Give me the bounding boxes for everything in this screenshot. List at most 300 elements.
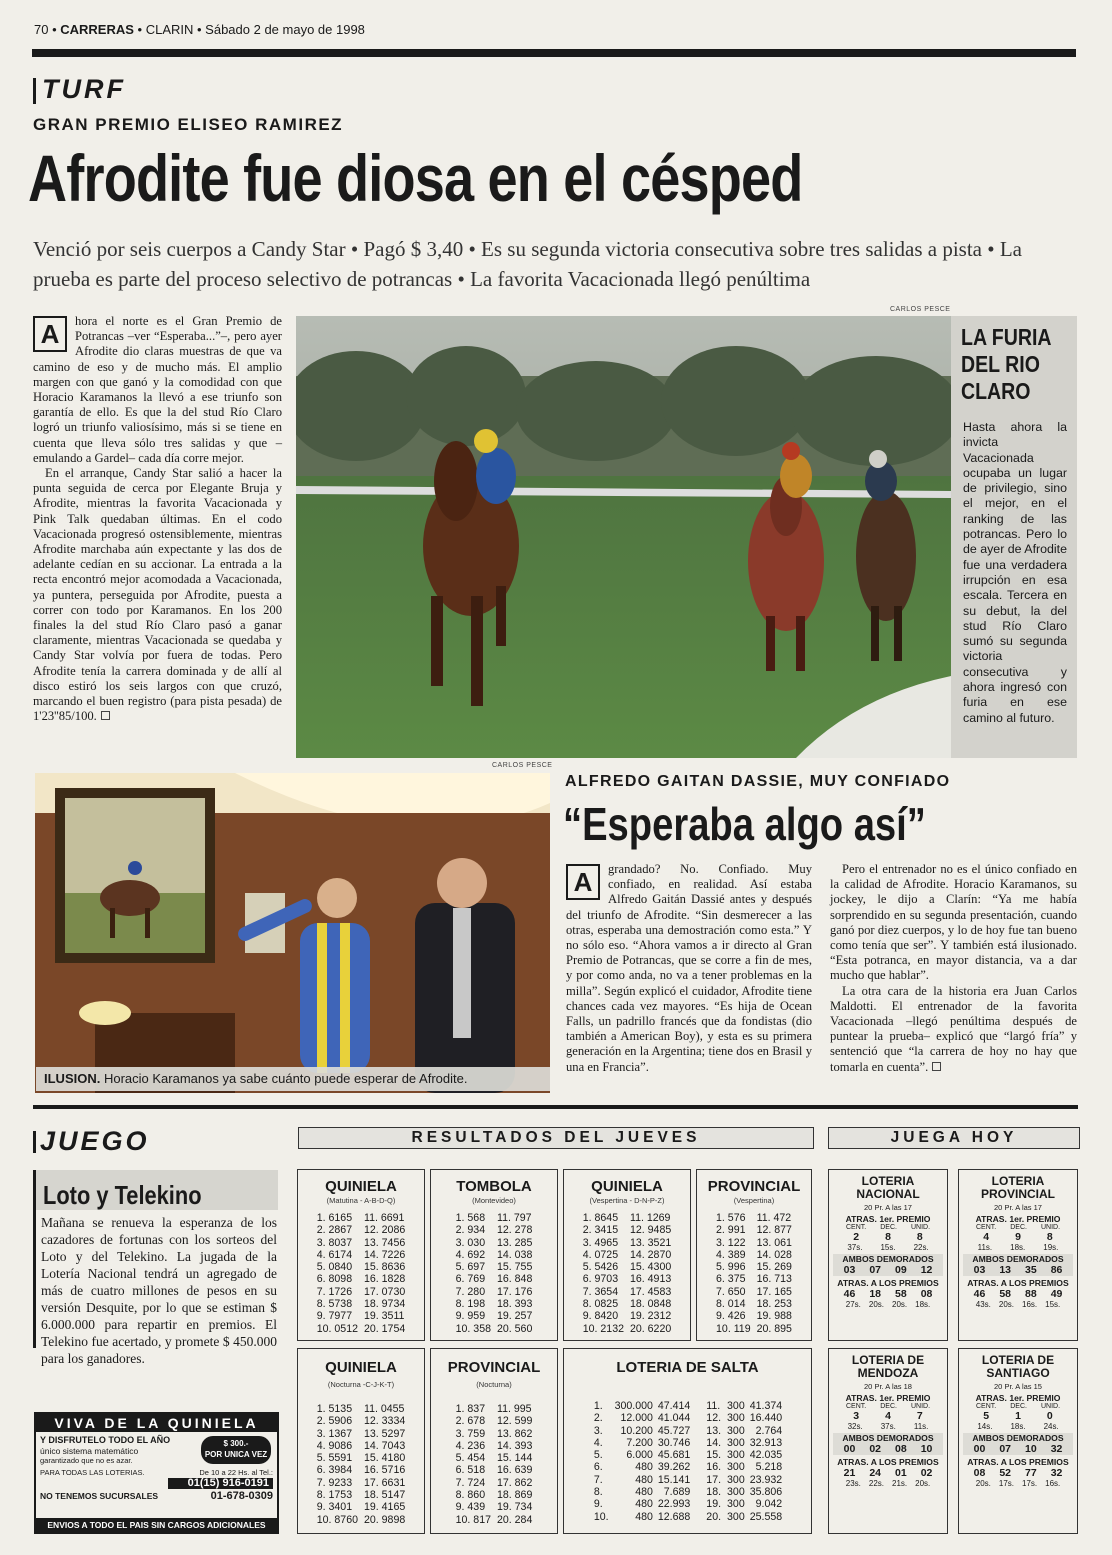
table-row: [713, 1298, 795, 1310]
caption-label: ILUSION.: [44, 1071, 101, 1086]
table-row: [314, 1415, 409, 1427]
salta-cell: 13.: [706, 1424, 722, 1437]
result-number: 10. 817: [455, 1513, 491, 1526]
article-headline: Afrodite fue diosa en el césped: [28, 141, 803, 215]
lottery-heading: ATRAS. A LOS PREMIOS: [837, 1278, 939, 1288]
result-number: 1. 6165: [316, 1212, 353, 1224]
table-row: [713, 1323, 795, 1335]
salta-cell: 7.: [593, 1473, 603, 1486]
ad-price-badge: [201, 1436, 271, 1464]
photo-caption: [36, 1067, 550, 1091]
ad-title: VIVA DE LA QUINIELA: [36, 1414, 277, 1432]
lottery-value: 11s.: [977, 1243, 993, 1252]
salta-cell: 32.913: [749, 1436, 783, 1449]
result-number: 15. 755: [497, 1261, 533, 1274]
result-number: 16. 848: [497, 1273, 533, 1286]
result-number: 16. 713: [756, 1273, 792, 1286]
lottery-value: 46: [973, 1288, 986, 1300]
result-number: 3. 8037: [316, 1236, 353, 1249]
result-box: [696, 1169, 812, 1341]
table-row: [453, 1261, 536, 1273]
salta-cell: 480: [635, 1510, 653, 1523]
story-paragraph-2: En el arranque, Candy Star salió a hacer la punta seguida de cerca por Elegante Bruja y Afrodite, mientras la favorita Vacacionada y Pink Talk quedaban últimas. En el codo Vacacionada progresó ostensiblemente, mientras Afrodite marchaba aún expectante y las dos de adelante cedían en su accionar. La entrada a la recta encontró mejor acomodada a Vacacionada, ya puntera, perseguida por Afrodite, puesta a correr con todo por Karamanos. En los 200 finales la del stud Río Claro pasó a ganar claramente, mientras Vacacionada se quedaba y Candy Star volvía por fuera de todas. Pero Afrodite tenía la carrera dominada y de allí al disco estiró los seis largos con que cruzó, marcando el buen registro (para pista pesada) de 1'23''85/100.: [33, 466, 282, 724]
result-number: 14. 2870: [630, 1248, 672, 1261]
result-number: 8. 5738: [316, 1298, 353, 1311]
table-row: [314, 1440, 409, 1452]
result-number: 6. 8098: [316, 1273, 353, 1286]
salta-cell: 10.: [593, 1510, 609, 1523]
table-row: [453, 1452, 536, 1464]
result-number: 18. 393: [497, 1298, 533, 1311]
story-paragraph-1: hora el norte es el Gran Premio de Potrancas –ver “Esperaba...”–, pero ayer Afrodite dio claras muestras de que va camino de eso y de mucho más. El amplio margen con que ganó y la comodidad con que Horacio Karamanos la llevó a ese triunfo son garantía de ello. Es que la del stud Río Claro logró un triunfo valiosísimo, más si se tiene en cuenta que lleva sólo tres salidas y que –emulando a Gardel– cada día corre mejor.: [33, 314, 282, 465]
result-number: 7. 1726: [316, 1285, 353, 1298]
result-subtitle: (Nocturna): [476, 1380, 512, 1389]
result-table: [453, 1403, 536, 1526]
table-row: [453, 1286, 536, 1298]
lottery-value: UNID.: [1040, 1224, 1061, 1231]
salta-cell: 480: [635, 1461, 653, 1474]
salta-cell: 17.: [706, 1473, 722, 1486]
salta-cell: 6.: [593, 1461, 603, 1474]
result-number: 9. 7977: [316, 1310, 353, 1323]
salta-cell: 16.440: [749, 1412, 783, 1425]
lottery-value: UNID.: [1040, 1403, 1061, 1410]
lottery-value: 58: [999, 1288, 1011, 1300]
lottery-value: 18: [869, 1288, 881, 1300]
interview-text-3: La otra cara de la historia era Juan Carlos Maldotti. El entrenador de la favorita Vacacionada –llegó penúltima después de puntear la prueba– explicó que “largó fría” y sentenció que “la carrera de hoy no hay que tomarla en cuenta”.: [830, 983, 1077, 1074]
result-number: 11. 995: [497, 1403, 532, 1415]
lottery-value: 0: [1046, 1410, 1053, 1422]
result-number: 7. 9233: [316, 1476, 353, 1489]
salta-cell: 2.764: [755, 1424, 783, 1437]
result-number: 6. 769: [455, 1273, 486, 1286]
lottery-value: 16s.: [1045, 1479, 1061, 1488]
interview-text-2: Pero el entrenador no es el único confiado en la calidad de Afrodite. Horacio Karamanos, su jockey, le dijo a Clarín: “Ya me había sorprendido en su segunda presentación, cuando ganó por diez cuerpos, y lo de hoy fue tan bueno como tenía que ser”. Y también está ilusionado. “Esta potranca, en mayor distancia, va a dar mucho que hablar”.: [830, 862, 1077, 983]
result-number: 13. 862: [497, 1427, 533, 1440]
salta-cell: 19.: [706, 1498, 722, 1511]
result-box: [563, 1169, 691, 1341]
result-number: 16. 5716: [364, 1464, 406, 1477]
result-number: 9. 439: [455, 1501, 486, 1514]
table-row: [314, 1477, 409, 1489]
lottery-value: 88: [1025, 1288, 1037, 1300]
salta-cell: 2.: [593, 1412, 603, 1425]
drop-cap-2: A: [566, 864, 600, 900]
result-number: 8. 1753: [316, 1489, 353, 1502]
table-row: [453, 1249, 536, 1261]
lottery-value: 08: [973, 1467, 986, 1479]
lottery-value: 49: [1050, 1288, 1063, 1300]
result-number: 12. 2086: [364, 1224, 406, 1237]
salta-cell: 1.: [593, 1400, 603, 1412]
lottery-value: 20s.: [868, 1300, 884, 1309]
table-row: [713, 1273, 795, 1285]
result-number: 17. 4583: [630, 1285, 672, 1298]
result-number: 13. 3521: [630, 1236, 672, 1249]
result-number: 15. 144: [497, 1452, 533, 1465]
result-number: 12. 278: [497, 1224, 533, 1237]
result-number: 4. 0725: [582, 1248, 619, 1261]
result-number: 6. 9703: [582, 1273, 619, 1286]
result-number: 7. 724: [455, 1476, 486, 1489]
result-number: 2. 2867: [316, 1224, 353, 1237]
lottery-value: 20s.: [915, 1479, 931, 1488]
table-row: [453, 1310, 536, 1322]
result-number: 4. 9086: [316, 1439, 353, 1452]
salta-cell: 12.688: [657, 1510, 691, 1523]
table-row: [314, 1261, 409, 1273]
result-box: [297, 1169, 425, 1341]
lottery-value: 8: [916, 1231, 923, 1243]
result-number: 14. 7043: [364, 1439, 406, 1452]
result-number: 8. 014: [716, 1298, 746, 1311]
lottery-heading: AMBOS DEMORADOS: [842, 1254, 934, 1264]
result-number: 11. 6691: [364, 1212, 405, 1224]
lottery-value: 21: [843, 1467, 856, 1479]
result-number: 19. 988: [756, 1310, 792, 1323]
salta-cell: 35.806: [749, 1486, 783, 1499]
salta-cell: 25.558: [749, 1510, 783, 1523]
table-row: [580, 1298, 675, 1310]
salta-cell: 300: [727, 1400, 745, 1412]
lottery-heading: ATRAS. A LOS PREMIOS: [967, 1457, 1069, 1467]
table-row: [713, 1261, 795, 1273]
table-row: [591, 1461, 784, 1473]
lottery-value: 00: [843, 1443, 856, 1455]
table-row: [453, 1428, 536, 1440]
juego-rule: [33, 1105, 1078, 1109]
salta-cell: 23.932: [749, 1473, 783, 1486]
lottery-value: 09: [895, 1264, 907, 1276]
result-number: 15. 8636: [364, 1261, 406, 1274]
table-row: [580, 1286, 675, 1298]
result-number: 16. 4913: [630, 1273, 672, 1286]
sidebar-text: Hasta ahora la invicta Vacacionada ocupaba un lugar de privilegio, sino el mejor, en el ranking de las potrancas. Pero lo de ayer de Afrodite fue una verdadera irrupción en esa escala. Tercera en su debut, la del stud Río Claro sumó su segunda victoria consecutiva y ahora ingresó con furia en ese camino al futuro.: [963, 420, 1068, 725]
salta-cell: 300: [727, 1510, 745, 1523]
table-row: [580, 1261, 675, 1273]
result-number: 14. 7226: [364, 1248, 406, 1261]
table-row: [314, 1403, 409, 1415]
table-row: [591, 1511, 784, 1523]
result-number: 3. 4965: [582, 1236, 619, 1249]
salta-cell: 22.993: [657, 1498, 691, 1511]
salta-cell: 480: [635, 1498, 653, 1511]
table-row: [453, 1323, 536, 1335]
result-number: 8. 198: [455, 1298, 486, 1311]
result-number: 5. 0840: [316, 1261, 353, 1274]
result-number: 20. 560: [497, 1322, 533, 1335]
lottery-value: 08: [920, 1288, 933, 1300]
page-number: 70: [34, 22, 49, 37]
table-row: [314, 1298, 409, 1310]
lottery-value: 24: [869, 1467, 881, 1479]
lottery-value: 1: [1015, 1410, 1021, 1422]
table-row: [453, 1514, 536, 1526]
result-number: 4. 236: [455, 1439, 486, 1452]
table-row: [713, 1286, 795, 1298]
salta-cell: 41.044: [657, 1412, 691, 1425]
lottery-value: 15s.: [880, 1243, 896, 1252]
salta-cell: 6.000: [626, 1449, 653, 1462]
photo-credit: CARLOS PESCE: [890, 306, 951, 313]
result-number: 9. 959: [455, 1310, 486, 1323]
salta-cell: 20.: [706, 1510, 722, 1523]
interview-text-1: grandado? No. Confiado. Muy confiado, en realidad. Así estaba Alfredo Gaitán Dassié antes y después del triunfo de Afrodite. “Sin desmerecer a las otras, esperaba una demostración como esta.” Y no sólo eso. “Ahora vamos a ir directo al Gran Premio de Potrancas, que se corre a fin de mes, y por como anda, no va a tener problemas en la milla”. Según explicó el cuidador, Afrodite tiene chances cada vez mayores. “Es hija de Ocean Falls, un padrillo francés que da fondistas (dio también a American Boy), y esta es su primera generación en la Argentina; tiene dos en Brasil y una en Francia”.: [566, 862, 812, 1074]
salta-cell: 15.: [706, 1449, 722, 1462]
lottery-title: LOTERIA NACIONAL: [856, 1174, 920, 1201]
lottery-value: 20s.: [892, 1300, 908, 1309]
photo-credit-2: CARLOS PESCE: [492, 762, 553, 769]
results-banner: RESULTADOS DEL JUEVES: [298, 1127, 814, 1149]
lottery-value: 9: [1015, 1231, 1021, 1243]
result-box: [430, 1348, 558, 1534]
lottery-value: 17s.: [1022, 1479, 1038, 1488]
result-number: 19. 4165: [364, 1501, 406, 1514]
lottery-value: 18s.: [1010, 1243, 1026, 1252]
result-number: 10. 0512: [316, 1322, 358, 1335]
ad-footer: ENVIOS A TODO EL PAIS SIN CARGOS ADICIONALES: [36, 1518, 277, 1532]
salta-cell: 7.200: [626, 1436, 653, 1449]
table-row: [713, 1212, 795, 1224]
table-row: [453, 1273, 536, 1285]
result-number: 11. 472: [756, 1212, 792, 1224]
result-number: 17. 176: [497, 1285, 533, 1298]
ad-line-3: garantizado que no es azar.: [40, 1456, 133, 1465]
ad-phone-2: 01-678-0309: [210, 1489, 273, 1502]
result-subtitle: (Matutina - A-B-D-Q): [326, 1196, 396, 1205]
table-row: [591, 1449, 784, 1461]
lottery-value: 22s.: [913, 1243, 929, 1252]
salta-cell: 15.141: [657, 1473, 691, 1486]
ad-price-note: POR UNICA VEZ: [204, 1450, 268, 1459]
lottery-value: 43s.: [975, 1300, 991, 1309]
salta-cell: 300: [727, 1498, 745, 1511]
result-number: 9. 8420: [582, 1310, 619, 1323]
table-row: [591, 1425, 784, 1437]
salta-cell: 5.: [593, 1449, 603, 1462]
section-label: TURF: [42, 74, 126, 104]
result-number: 3. 759: [455, 1427, 486, 1440]
lottery-value: 7: [916, 1410, 923, 1422]
result-number: 4. 6174: [316, 1248, 353, 1261]
lottery-value: 52: [999, 1467, 1011, 1479]
result-number: 9. 3401: [316, 1501, 353, 1514]
table-row: [591, 1498, 784, 1510]
table-row: [591, 1400, 784, 1412]
lottery-value: 14s.: [977, 1422, 993, 1431]
lottery-subtitle: 20 Pr. A las 17: [864, 1203, 912, 1212]
table-row: [713, 1237, 795, 1249]
result-number: 6. 375: [716, 1273, 746, 1286]
result-subtitle: (Vespertina - D-N-P-Z): [589, 1196, 665, 1205]
result-number: 4. 389: [716, 1248, 746, 1261]
result-number: 18. 9734: [364, 1298, 406, 1311]
lottery-box: [828, 1348, 948, 1534]
salta-cell: 300: [727, 1412, 745, 1425]
lottery-value: 13: [999, 1264, 1011, 1276]
lottery-box: [958, 1169, 1078, 1341]
result-title: PROVINCIAL: [707, 1178, 801, 1195]
salta-cell: 300: [727, 1449, 745, 1462]
hoy-banner: JUEGA HOY: [828, 1127, 1080, 1149]
lottery-heading: ATRAS. A LOS PREMIOS: [967, 1278, 1069, 1288]
result-number: 4. 692: [455, 1248, 486, 1261]
ad-line-1: Y DISFRUTELO TODO EL AÑO: [40, 1435, 171, 1445]
table-row: [580, 1249, 675, 1261]
caption-text: Horacio Karamanos ya sabe cuánto puede esperar de Afrodite.: [103, 1071, 468, 1086]
result-number: 11. 797: [497, 1212, 532, 1224]
table-row: [314, 1273, 409, 1285]
result-number: 11. 0455: [364, 1403, 405, 1415]
result-number: 11. 1269: [630, 1212, 671, 1224]
lottery-value: 22s.: [868, 1479, 884, 1488]
ad-line-2: único sistema matemático: [40, 1445, 139, 1456]
result-number: 20. 1754: [364, 1322, 406, 1335]
salta-cell: 300: [727, 1486, 745, 1499]
loto-text: Mañana se renueva la esperanza de los cazadores de fortunas con los sorteos del Loto y del Telekino. La jugada de la Lotería Nacional tendrá un agregado de más de cuatro millones de pesos en su versión Desquite, por lo que se estiman $ 6.000.000 para repartir en premios. El Telekino fue acertado, y promete $ 450.000 para los ganadores.: [41, 1215, 277, 1366]
result-number: 18. 869: [497, 1489, 533, 1502]
salta-cell: 10.200: [620, 1424, 653, 1437]
section-marker: [33, 78, 36, 104]
salta-cell: 16.: [706, 1461, 722, 1474]
result-box: [430, 1169, 558, 1341]
salta-box: [563, 1348, 812, 1534]
result-number: 10. 358: [455, 1322, 491, 1335]
lottery-heading: ATRAS. 1er. PREMIO: [845, 1214, 931, 1224]
table-row: [580, 1212, 675, 1224]
lottery-value: CENT.: [975, 1403, 997, 1410]
table-row: [453, 1298, 536, 1310]
salta-cell: 300: [727, 1436, 745, 1449]
table-row: [591, 1474, 784, 1486]
lottery-value: 17s.: [998, 1479, 1014, 1488]
result-number: 20. 9898: [364, 1513, 406, 1526]
result-number: 19. 3511: [364, 1310, 405, 1323]
story-body: [33, 314, 282, 724]
quiniela-ad: [34, 1412, 279, 1534]
table-row: [713, 1310, 795, 1322]
table-row: [580, 1273, 675, 1285]
result-number: 6. 518: [455, 1464, 486, 1477]
result-number: 13. 5297: [364, 1427, 406, 1440]
loto-title: Loto y Telekino: [43, 1180, 202, 1210]
lottery-value: 02: [869, 1443, 881, 1455]
result-number: 3. 122: [716, 1236, 746, 1249]
salta-cell: 42.035: [749, 1449, 783, 1462]
result-number: 1. 5135: [316, 1403, 353, 1415]
salta-cell: 18.: [706, 1486, 722, 1499]
table-row: [591, 1486, 784, 1498]
table-row: [453, 1489, 536, 1501]
lottery-value: 3: [853, 1410, 860, 1422]
lottery-heading: AMBOS DEMORADOS: [972, 1433, 1064, 1443]
result-number: 14. 393: [497, 1439, 533, 1452]
sidebar-title: LA FURIA DEL RIO CLARO: [961, 324, 1051, 404]
table-row: [314, 1464, 409, 1476]
lottery-value: 37s.: [847, 1243, 863, 1252]
salta-cell: 480: [635, 1473, 653, 1486]
table-row: [314, 1224, 409, 1236]
lottery-value: 19s.: [1043, 1243, 1059, 1252]
result-title: QUINIELA: [591, 1178, 663, 1195]
result-number: 17. 862: [497, 1476, 533, 1489]
table-row: [713, 1224, 795, 1236]
salta-cell: 12.000: [620, 1412, 653, 1425]
lottery-value: 15s.: [1045, 1300, 1061, 1309]
result-number: 10. 8760: [316, 1513, 358, 1526]
lottery-value: 32: [1050, 1443, 1063, 1455]
salta-title: LOTERIA DE SALTA: [616, 1359, 759, 1376]
result-title: QUINIELA: [325, 1178, 397, 1195]
lottery-value: 24s.: [1043, 1422, 1059, 1431]
table-row: [314, 1310, 409, 1322]
lottery-subtitle: 20 Pr. A las 18: [864, 1382, 912, 1391]
result-number: 12. 3334: [364, 1415, 406, 1428]
table-row: [453, 1212, 536, 1224]
table-row: [580, 1310, 675, 1322]
lottery-value: 10: [920, 1443, 933, 1455]
interview-photo: [35, 773, 550, 1093]
lottery-value: CENT.: [975, 1224, 997, 1231]
lottery-value: UNID.: [910, 1403, 931, 1410]
result-subtitle: (Montevideo): [472, 1196, 516, 1205]
table-row: [314, 1249, 409, 1261]
result-number: 18. 0848: [630, 1298, 672, 1311]
lottery-value: DEC.: [880, 1403, 897, 1410]
table-row: [453, 1477, 536, 1489]
salta-cell: 12.: [706, 1412, 722, 1425]
salta-cell: 300: [727, 1473, 745, 1486]
salta-cell: 11.: [706, 1400, 721, 1412]
result-number: 15. 4180: [364, 1452, 406, 1465]
lottery-value: 11s.: [913, 1422, 929, 1431]
lottery-value: 8: [885, 1231, 891, 1243]
result-number: 5. 697: [455, 1261, 486, 1274]
salta-cell: 9.: [593, 1498, 603, 1511]
table-row: [314, 1237, 409, 1249]
table-row: [314, 1428, 409, 1440]
result-number: 7. 280: [455, 1285, 486, 1298]
result-number: 17. 6631: [364, 1476, 406, 1489]
interview-title: “Esperaba algo así”: [563, 798, 926, 850]
ad-line-5: NO TENEMOS SUCURSALES: [40, 1490, 159, 1501]
table-row: [591, 1412, 784, 1424]
lottery-value: DEC.: [1010, 1224, 1027, 1231]
result-number: 1. 8645: [582, 1212, 619, 1224]
lottery-value: 12: [920, 1264, 933, 1276]
lottery-value: 32s.: [847, 1422, 863, 1431]
result-number: 17. 165: [756, 1285, 792, 1298]
lottery-value: CENT.: [845, 1224, 867, 1231]
lottery-title: LOTERIA PROVINCIAL: [980, 1174, 1055, 1201]
table-row: [580, 1323, 675, 1335]
loto-box: [33, 1170, 278, 1366]
salta-cell: 30.746: [657, 1436, 691, 1449]
salta-table: [591, 1400, 784, 1523]
result-number: 2. 678: [455, 1415, 486, 1428]
lottery-heading: AMBOS DEMORADOS: [972, 1254, 1064, 1264]
result-number: 2. 934: [455, 1224, 486, 1237]
result-title: TOMBOLA: [456, 1178, 532, 1195]
interview-kicker: ALFREDO GAITAN DASSIE, MUY CONFIADO: [565, 773, 951, 790]
lottery-value: DEC.: [1010, 1403, 1027, 1410]
result-number: 13. 7456: [364, 1236, 406, 1249]
interview-col-2: [830, 862, 1077, 1075]
lottery-value: 07: [869, 1264, 881, 1276]
lottery-value: 4: [983, 1231, 990, 1243]
race-photo: [296, 316, 951, 758]
result-title: QUINIELA: [325, 1359, 397, 1376]
